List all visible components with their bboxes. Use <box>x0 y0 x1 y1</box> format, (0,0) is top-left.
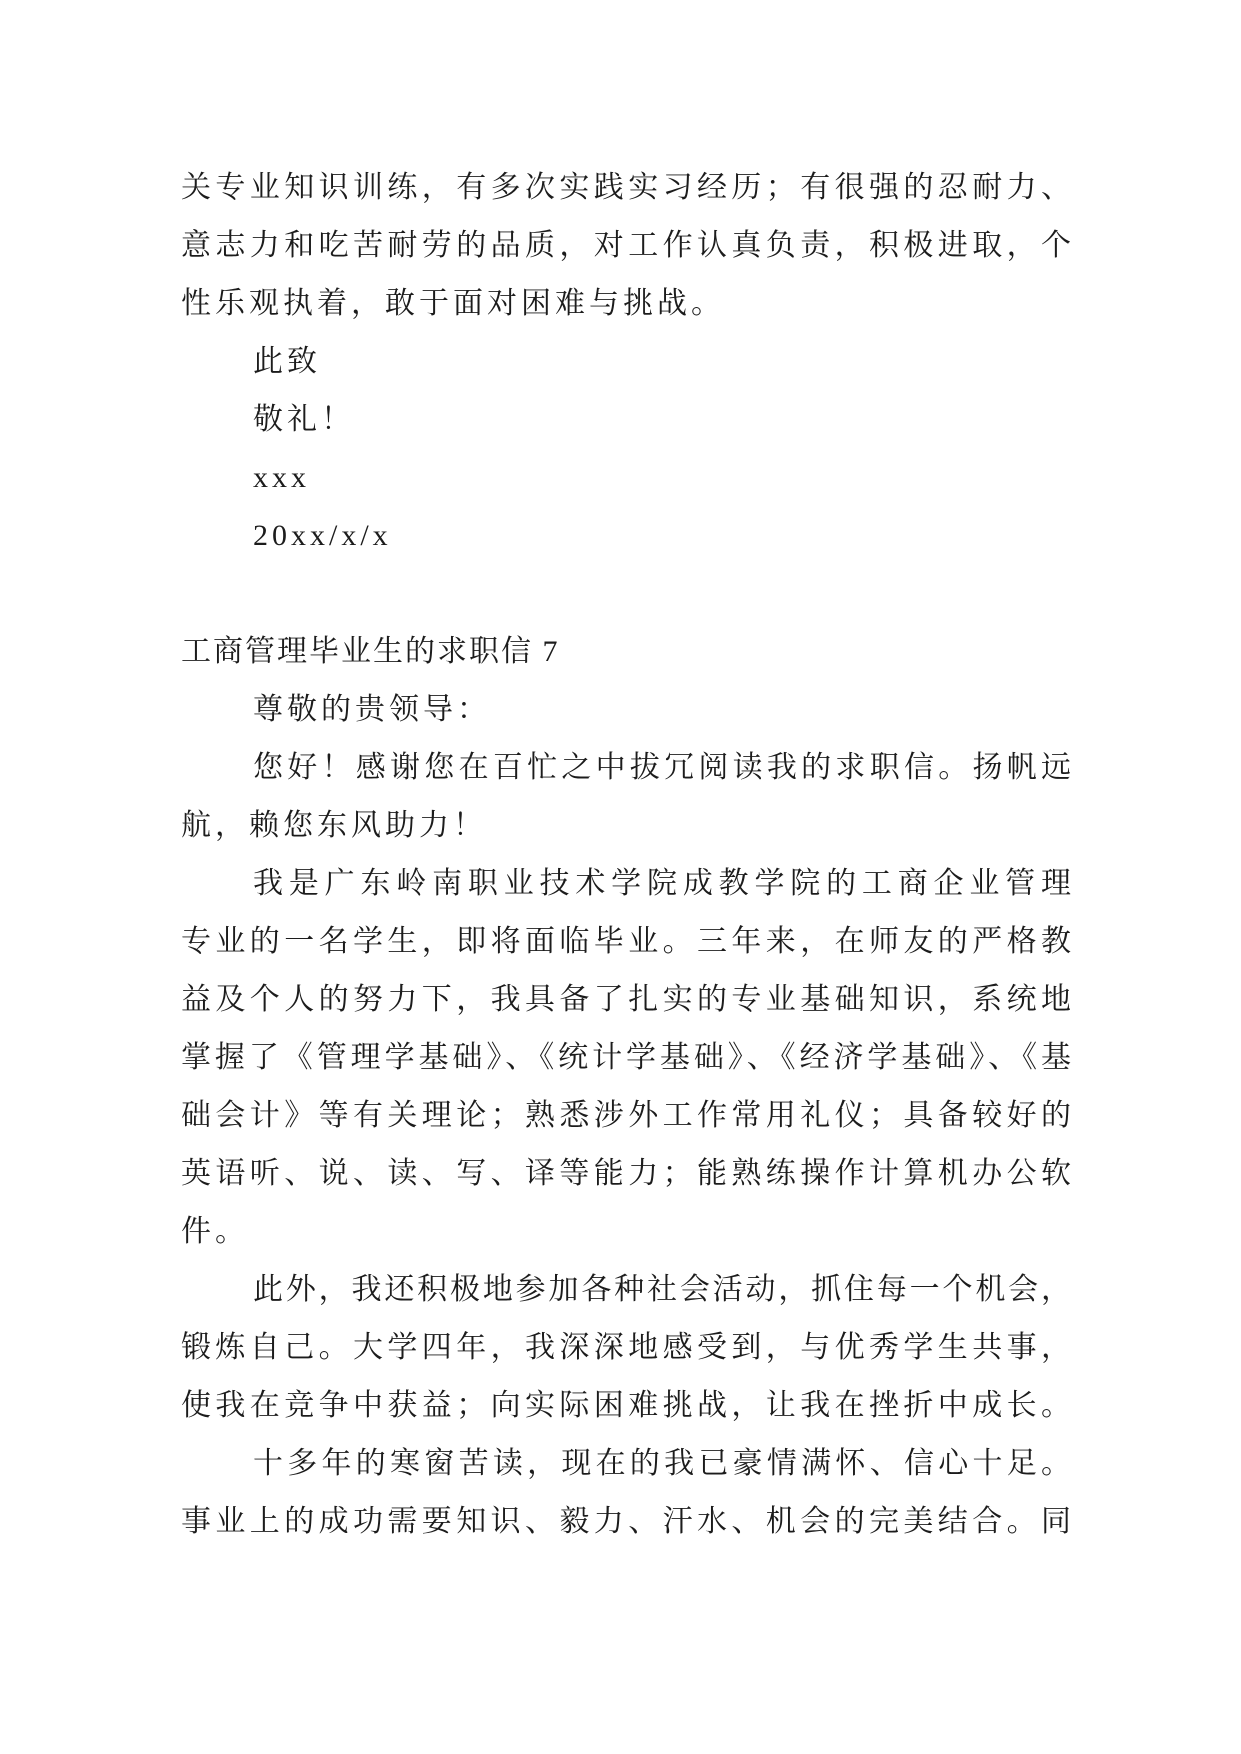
text-line: 关专业知识训练，有多次实践实习经历；有很强的忍耐力、 <box>181 171 1071 204</box>
text-line: 尊敬的贵领导： <box>253 693 491 726</box>
text-line: 使我在竞争中获益；向实际困难挑战，让我在挫折中成长。 <box>181 1389 1071 1422</box>
text-line: 益及个人的努力下，我具备了扎实的专业基础知识，系统地 <box>181 983 1071 1016</box>
text-line: 英语听、说、读、写、译等能力；能熟练操作计算机办公软 <box>181 1157 1071 1190</box>
text-line: 性乐观执着，敢于面对困难与挑战。 <box>181 287 725 320</box>
text-line: 您好！感谢您在百忙之中拔冗阅读我的求职信。扬帆远 <box>253 751 1071 784</box>
blank-line <box>181 565 1071 623</box>
text-line: 件。 <box>181 1215 249 1248</box>
text-line: xxx <box>253 461 310 494</box>
text-line: 础会计》等有关理论；熟悉涉外工作常用礼仪；具备较好的 <box>181 1099 1071 1132</box>
section-heading: 工商管理毕业生的求职信 7 <box>181 635 560 668</box>
text-line: 掌握了《管理学基础》、《统计学基础》、《经济学基础》、《基 <box>181 1041 1071 1074</box>
text-line: 航，赖您东风助力！ <box>181 809 487 842</box>
text-line: 20xx/x/x <box>253 519 392 552</box>
document-body <box>181 159 1071 1551</box>
text-line: 事业上的成功需要知识、毅力、汗水、机会的完美结合。同 <box>181 1505 1071 1538</box>
text-line: 此外，我还积极地参加各种社会活动，抓住每一个机会， <box>253 1273 1071 1306</box>
text-line: 此致 <box>253 345 321 378</box>
text-line: 专业的一名学生，即将面临毕业。三年来，在师友的严格教 <box>181 925 1071 958</box>
text-line: 意志力和吃苦耐劳的品质，对工作认真负责，积极进取，个 <box>181 229 1071 262</box>
text-line: 锻炼自己。大学四年，我深深地感受到，与优秀学生共事， <box>181 1331 1071 1364</box>
text-line: 十多年的寒窗苦读，现在的我已豪情满怀、信心十足。 <box>253 1447 1071 1480</box>
text-line: 敬礼！ <box>253 403 355 436</box>
text-line: 我是广东岭南职业技术学院成教学院的工商企业管理 <box>253 867 1071 900</box>
